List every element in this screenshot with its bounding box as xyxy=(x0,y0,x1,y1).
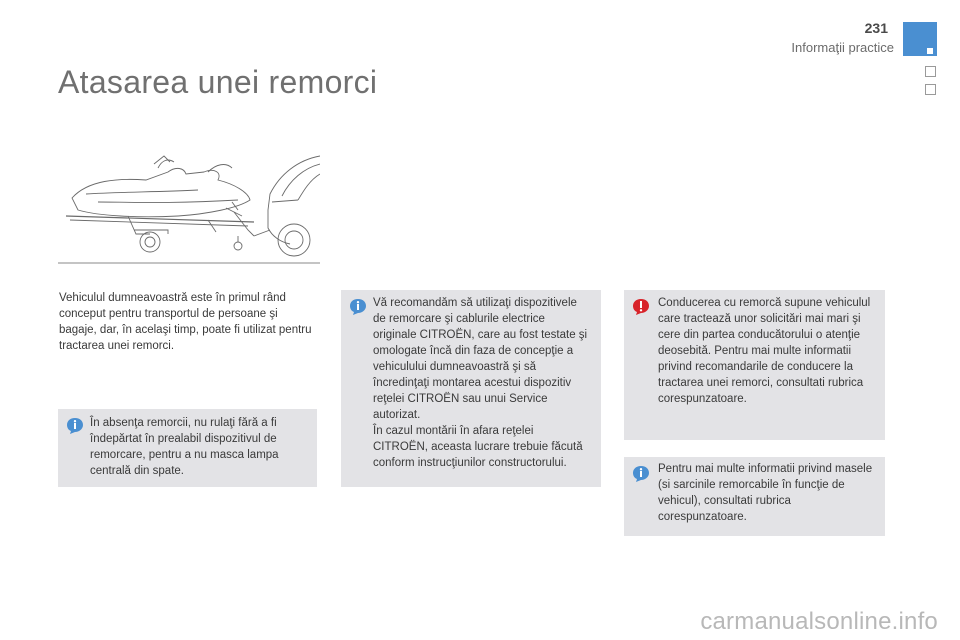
note-recommendation xyxy=(341,290,601,487)
info-icon xyxy=(632,465,650,483)
watermark: carmanualsonline.info xyxy=(700,608,938,635)
warning-icon xyxy=(632,298,650,316)
note-text-1: Vă recomandăm să utilizaţi dispozitivele de remorcare şi cablurile electrice originale CITROËN, care au fost testate şi omologate încă din faza de concepţie a vehiculului dumneavoastră şi să încredinţaţi montarea acestui dispozitiv reţelei CITROËN sau unui Service autorizat. xyxy=(373,297,588,421)
section-tab-active[interactable] xyxy=(903,22,937,56)
section-tab-3[interactable] xyxy=(925,84,936,95)
note-text-2: În cazul montării în afara reţelei CITROËN, aceasta lucrare trebuie făcută conform instrucţiunilor constructorului. xyxy=(373,425,583,469)
page-number: 231 xyxy=(864,20,888,36)
page-title: Atasarea unei remorci xyxy=(58,64,378,100)
info-icon xyxy=(66,417,84,435)
note-trailer-light xyxy=(58,409,317,487)
section-tab-2[interactable] xyxy=(925,66,936,77)
note-driving-warning xyxy=(624,290,885,440)
tab-marker-icon xyxy=(927,48,933,54)
note-text: Conducerea cu remorcă supune vehiculul care tractează unor solicitări mai mari şi cere din partea conducătorului o atenţie deosebită. Pentru mai multe informatii privind recomandarile de conducere la tractarea unei remorci, consultati rubrica corespunzatoare. xyxy=(658,297,871,405)
intro-text: Vehiculul dumneavoastră este în primul rând conceput pentru transportul de persoane şi bagaje, dar, în acelaşi timp, poate fi utilizat pentru tractarea unei remorci. xyxy=(59,292,312,352)
info-icon xyxy=(349,298,367,316)
trailer-illustration xyxy=(58,150,320,270)
note-masses xyxy=(624,457,885,536)
note-text: Pentru mai multe informatii privind masele (si sarcinile remorcabile în funcţie de vehicul), consultati rubrica corespunzatoare. xyxy=(658,463,873,523)
note-text: În absenţa remorcii, nu rulaţi fără a fi îndepărtat în prealabil dispozitivul de remorcare, pentru a nu masca lampa centrală din spate. xyxy=(90,417,279,477)
section-title: Informaţii practice xyxy=(791,40,894,55)
